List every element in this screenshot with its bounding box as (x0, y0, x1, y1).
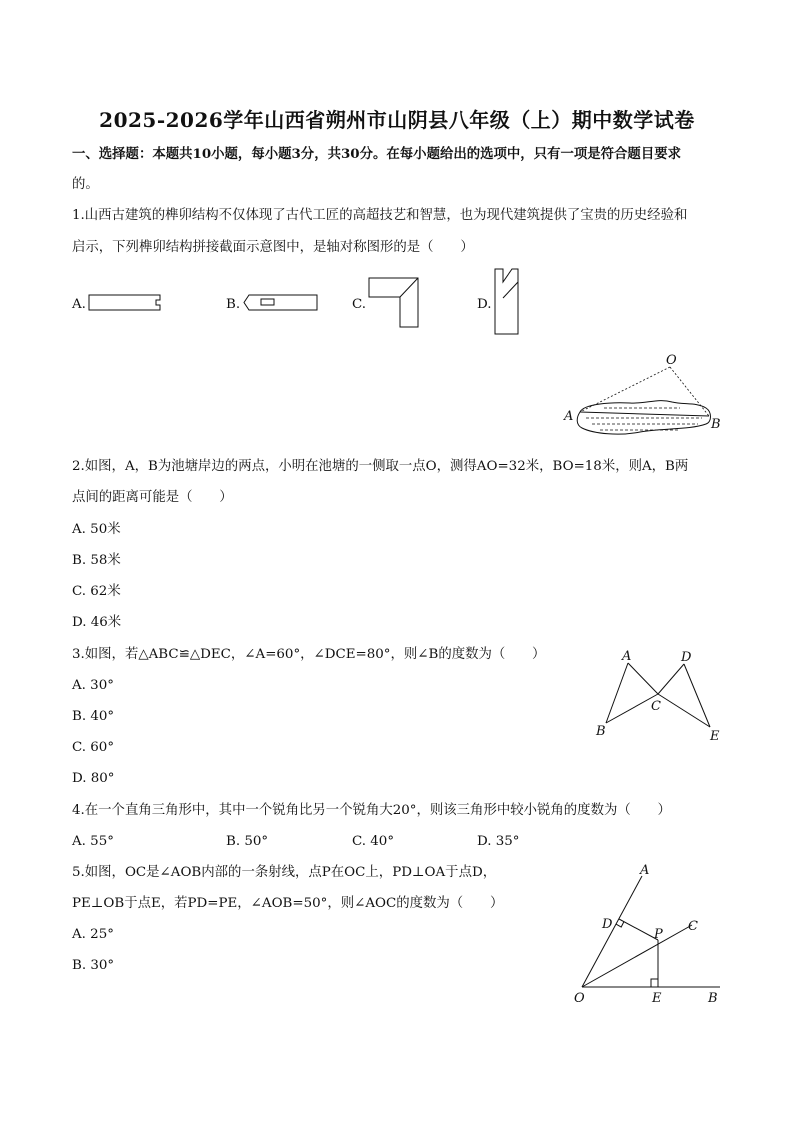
q1-option-b-figure (243, 294, 321, 312)
q5-text-line2: PE⊥OB于点E，若PD=PE，∠AOB=50°，则∠AOC的度数为（ ） (72, 896, 504, 911)
q5-label-o: O (574, 991, 585, 1006)
q3-label-d: D (681, 650, 692, 665)
q2-pond-figure (560, 350, 730, 450)
q2-option-a: A. 50米 (72, 522, 121, 537)
q3-option-c: C. 60° (72, 740, 115, 755)
q5-label-a: A (640, 863, 650, 878)
q2-label-o: O (666, 353, 677, 368)
q3-option-a: A. 30° (72, 678, 114, 693)
q1-option-b-label: B. (226, 297, 241, 312)
q1-option-c-figure (368, 277, 420, 329)
section-header-line2: 的。 (72, 177, 99, 192)
q2-label-b: B (711, 417, 721, 432)
q5-label-c: C (688, 919, 698, 934)
q4-option-a: A. 55° (72, 834, 114, 849)
q4-text: 4.在一个直角三角形中，其中一个锐角比另一个锐角大20°，则该三角形中较小锐角的度数为（ ） (72, 803, 671, 818)
q2-option-c: C. 62米 (72, 584, 121, 599)
section-header-line1: 一、选择题：本题共10小题，每小题3分，共30分。在每小题给出的选项中，只有一项是符合题目要求 (72, 146, 681, 162)
q5-option-a: A. 25° (72, 927, 114, 942)
q5-label-d: D (602, 917, 613, 932)
q2-text-line2: 点间的距离可能是（ ） (72, 490, 233, 505)
q3-text: 3.如图，若△ABC≌△DEC，∠A=60°，∠DCE=80°，则∠B的度数为（ ） (72, 647, 546, 662)
q4-option-b: B. 50° (226, 834, 269, 849)
q5-label-b: B (708, 991, 718, 1006)
page-title: 2025-2026学年山西省朔州市山阴县八年级（上）期中数学试卷 (99, 108, 695, 132)
q3-label-c: C (651, 699, 661, 714)
q1-option-d-figure (494, 268, 520, 336)
q3-option-b: B. 40° (72, 709, 115, 724)
q1-text-line1: 1.山西古建筑的榫卯结构不仅体现了古代工匠的高超技艺和智慧，也为现代建筑提供了宝贵的历史经验和 (72, 208, 688, 223)
q2-text-line1: 2.如图，A，B为池塘岸边的两点，小明在池塘的一侧取一点O，测得AO=32米，BO=18米，则A，B两 (72, 459, 689, 474)
q5-angle-figure (570, 862, 730, 1010)
q1-text-line2: 启示，下列榫卯结构拼接截面示意图中，是轴对称图形的是（ ） (72, 240, 474, 255)
q5-text-line1: 5.如图，OC是∠AOB内部的一条射线，点P在OC上，PD⊥OA于点D， (72, 865, 497, 880)
q1-option-a-label: A. (72, 297, 86, 312)
q2-label-a: A (564, 409, 574, 424)
q5-option-b: B. 30° (72, 958, 115, 973)
q1-option-c-label: C. (352, 297, 367, 312)
q3-triangles-figure (590, 645, 725, 745)
q3-label-a: A (622, 649, 632, 664)
q1-option-d-label: D. (477, 297, 492, 312)
q5-label-p: P (654, 927, 663, 942)
q2-option-b: B. 58米 (72, 553, 121, 568)
q3-option-d: D. 80° (72, 771, 115, 786)
q4-option-d: D. 35° (477, 834, 520, 849)
q2-option-d: D. 46米 (72, 615, 122, 630)
q1-option-a-figure (88, 294, 164, 312)
q3-label-b: B (596, 724, 606, 739)
q3-label-e: E (710, 729, 720, 744)
q5-label-e: E (652, 991, 662, 1006)
q4-option-c: C. 40° (352, 834, 395, 849)
